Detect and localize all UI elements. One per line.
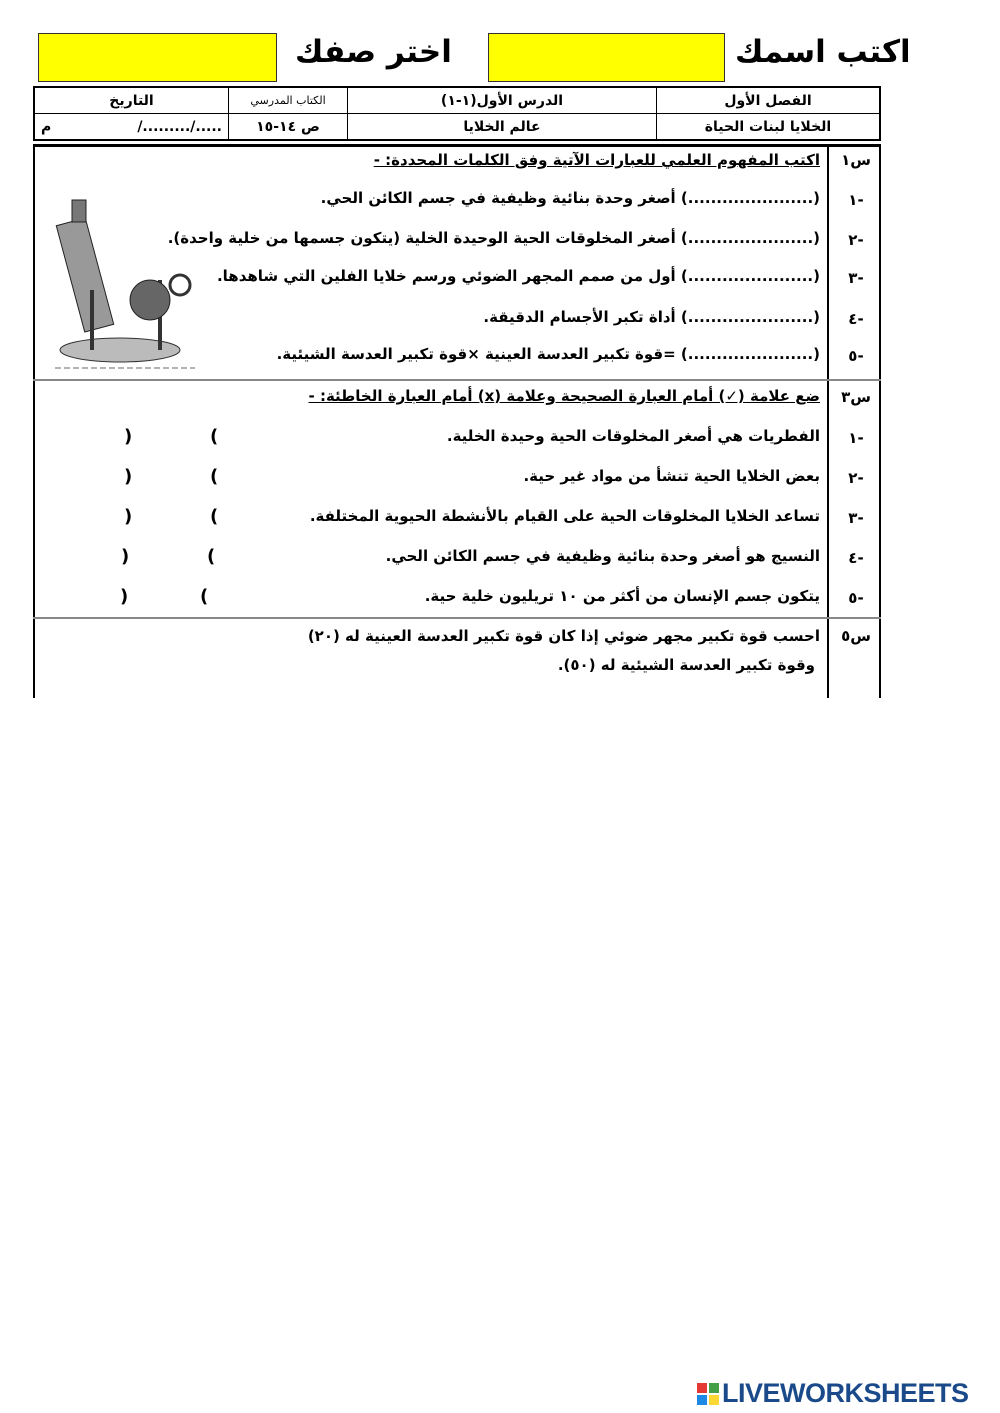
q1-item[interactable]: (......................) أصغر وحدة بنائية وظيفية في جسم الكائن الحي.: [320, 189, 820, 207]
q1-item-number: -٤: [848, 310, 864, 328]
liveworksheets-logo: [697, 1378, 969, 1409]
q1-item-number: -٣: [848, 269, 864, 287]
q1-item-number: -٥: [848, 347, 864, 365]
q3-item: يتكون جسم الإنسان من أكثر من ١٠ تريليون خلية حية.: [424, 587, 820, 605]
q5-line2: وقوة تكبير العدسة الشيئية له (٥٠).: [557, 656, 815, 674]
section-divider: [33, 379, 881, 381]
frame-top: [33, 144, 881, 147]
name-input[interactable]: [488, 33, 725, 82]
number-column-divider: [827, 145, 829, 698]
class-select[interactable]: [38, 33, 277, 82]
date-value: ...../........./: [137, 118, 222, 135]
lesson-title: عالم الخلايا: [348, 114, 657, 141]
q1-item-number: -١: [848, 191, 864, 209]
lesson-label: الدرس الأول(١-١): [348, 87, 657, 114]
paren: ): [121, 546, 130, 567]
answer-box[interactable]: [124, 466, 224, 496]
date-label: التاريخ: [34, 87, 229, 114]
q3-item: الفطريات هي أصغر المخلوقات الحية وحيدة الخلية.: [446, 427, 820, 445]
q5-line1: احسب قوة تكبير مجهر ضوئي إذا كان قوة تكبير العدسة العينية له (٢٠): [307, 627, 820, 645]
logo-text: LIVEWORKSHEETS: [722, 1378, 969, 1408]
q1-item[interactable]: (......................) =قوة تكبير العدسة العينية ×قوة تكبير العدسة الشيئية.: [276, 345, 820, 363]
q1-item[interactable]: (......................) أول من صمم المجهر الضوئي ورسم خلايا الفلين التي شاهدها.: [216, 267, 820, 285]
date-suffix: م: [41, 118, 52, 135]
header-table: [33, 86, 881, 141]
q1-item-number: -٢: [848, 231, 864, 249]
q1-title: اكتب المفهوم العلمي للعبارات الآتية وفق الكلمات المحددة: -: [373, 151, 820, 169]
q3-item-number: -٤: [848, 549, 864, 567]
unit-title: الخلايا لبنات الحياة: [657, 114, 881, 141]
name-label: اكتب اسمك: [735, 34, 911, 70]
q3-item: النسيج هو أصغر وحدة بنائية وظيفية في جسم الكائن الحي.: [385, 547, 820, 565]
answer-box[interactable]: [124, 506, 224, 536]
paren: (: [210, 426, 219, 447]
frame-left: [33, 145, 35, 698]
class-label: اختر صفك: [295, 34, 452, 70]
paren: ): [124, 466, 133, 487]
frame-right: [879, 145, 881, 698]
section-divider: [33, 617, 881, 619]
q3-item-number: -٥: [848, 589, 864, 607]
q1-number: س١: [841, 151, 871, 169]
q1-item[interactable]: (......................) أصغر المخلوقات الحية الوحيدة الخلية (يتكون جسمها من خلية واحدة).: [167, 229, 820, 247]
q3-number: س٣: [841, 388, 871, 406]
q3-title: ضع علامة (✓) أمام العبارة الصحيحة وعلامة (x) أمام العبارة الخاطئة: -: [308, 387, 820, 405]
paren: (: [210, 506, 219, 527]
chapter-label: الفصل الأول: [657, 87, 881, 114]
microscope-icon: [50, 190, 200, 370]
q3-item-number: -١: [848, 429, 864, 447]
answer-box[interactable]: [121, 546, 221, 576]
q3-item: بعض الخلايا الحية تنشأ من مواد غير حية.: [523, 467, 820, 485]
answer-box[interactable]: [120, 586, 220, 616]
paren: (: [207, 546, 216, 567]
paren: ): [120, 586, 129, 607]
q3-item: تساعد الخلايا المخلوقات الحية على القيام بالأنشطة الحيوية المختلفة.: [309, 507, 820, 525]
paren: (: [210, 466, 219, 487]
paren: ): [124, 426, 133, 447]
q3-item-number: -٣: [848, 509, 864, 527]
q1-item[interactable]: (......................) أداة تكبر الأجسام الدقيقة.: [483, 308, 820, 326]
q3-item-number: -٢: [848, 469, 864, 487]
date-field: [34, 114, 229, 141]
paren: ): [124, 506, 133, 527]
q5-number: س٥: [841, 627, 871, 645]
paren: (: [200, 586, 209, 607]
book-label: الكتاب المدرسي: [229, 87, 348, 114]
answer-box[interactable]: [124, 426, 224, 456]
pages: ص ١٤-١٥: [229, 114, 348, 141]
logo-icon: [697, 1383, 719, 1405]
